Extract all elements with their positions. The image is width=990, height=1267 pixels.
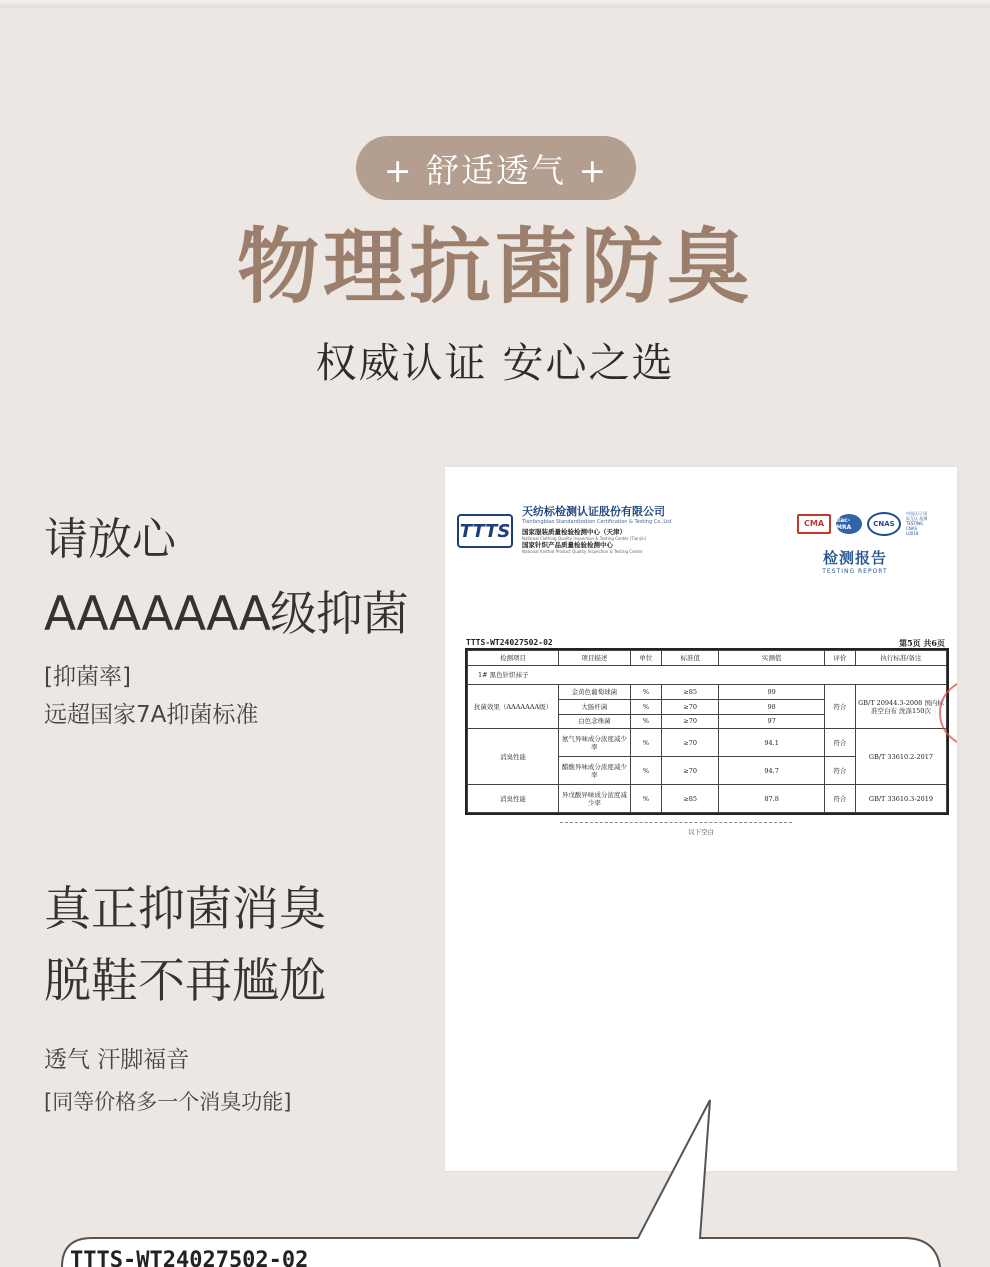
subheadline: 权威认证 安心之选 [315, 339, 675, 387]
feature-pill: + 舒适透气 + [356, 136, 636, 200]
block2-line4: [同等价格多一个消臭功能] [44, 1090, 292, 1114]
tts-logo: TTTS [457, 514, 513, 548]
table-header: 检测项目 [468, 651, 559, 666]
block1-line4: 远超国家7A抑菌标准 [44, 702, 259, 728]
table-row: 醋酸异味成分浓度减少率 % ≥70 94.7 符合 [468, 757, 947, 785]
cnas-logo: CNAS [867, 512, 901, 536]
lab-name-en: Tianfangbiao Standardization Certification & Testing Co.,Ltd. [522, 519, 673, 525]
headline: 物理抗菌防臭 [236, 219, 753, 315]
table-header: 执行标准/备注 [855, 651, 946, 666]
ilac-logo: ilac-MRA [836, 514, 862, 534]
lab-name: 天纺标检测认证股份有限公司 [522, 505, 665, 518]
callout-report-number: TTTS-WT24027502-02 [70, 1248, 309, 1267]
table-row: 白色念珠菌 % ≥70 97 [468, 714, 947, 729]
table-header: 标准值 [661, 651, 718, 666]
table-header: 单位 [630, 651, 661, 666]
table-row: 大肠杆菌 % ≥70 98 [468, 699, 947, 714]
sample-row: 1# 黑色针织袜子 [468, 666, 947, 685]
center2-name: 国家针织产品质量检验检测中心 [522, 541, 613, 549]
block1-line3: [抑菌率] [44, 664, 131, 690]
block1-line1: 请放心 [44, 514, 176, 565]
table-row: 消臭性能 异戊酸异味成分浓度减少率 % ≥85 87.8 符合 GB/T 33610.3-2019 [468, 785, 947, 813]
table-row: 消臭性能 氨气异味成分浓度减少率 % ≥70 94.1 符合 GB/T 33610.2-2017 [468, 729, 947, 757]
table-header: 实测值 [719, 651, 824, 666]
cnas-note: 中国认可 国际互认 检测 TESTING CNAS L0018 [906, 511, 928, 536]
block1-line2: AAAAAAA级抑菌 [44, 587, 408, 642]
block2-line1: 真正抑菌消臭 [44, 882, 326, 937]
block2-line2: 脱鞋不再尴尬 [44, 954, 326, 1009]
report-title: 检测报告 TESTING REPORT [822, 549, 888, 575]
table-header: 项目描述 [559, 651, 631, 666]
center2-name-en: National Knitted Product Quality Inspection & Testing Center [522, 549, 643, 554]
blank-note: 以下空白 [688, 828, 714, 836]
report-page: 第5页 共6页 [899, 638, 945, 648]
callout-outline [62, 1100, 940, 1267]
table-header: 评价 [824, 651, 855, 666]
cma-logo: CMA [797, 514, 831, 534]
report-number: TTTS-WT24027502-02 [466, 638, 553, 647]
table-row: 抗菌效果（AAAAAAA级） 金黄色葡萄球菌 % ≥85 99 符合 GB/T 20944.3-2008 国内标准空白布 洗涤150次 [468, 685, 947, 700]
block2-line3: 透气 汗脚福音 [44, 1047, 190, 1073]
center1-name: 国家服装质量检验检测中心（天津） [522, 528, 626, 536]
center1-name-en: National Clothing Quality Inspection & Testing Center (Tianjin) [522, 536, 647, 541]
